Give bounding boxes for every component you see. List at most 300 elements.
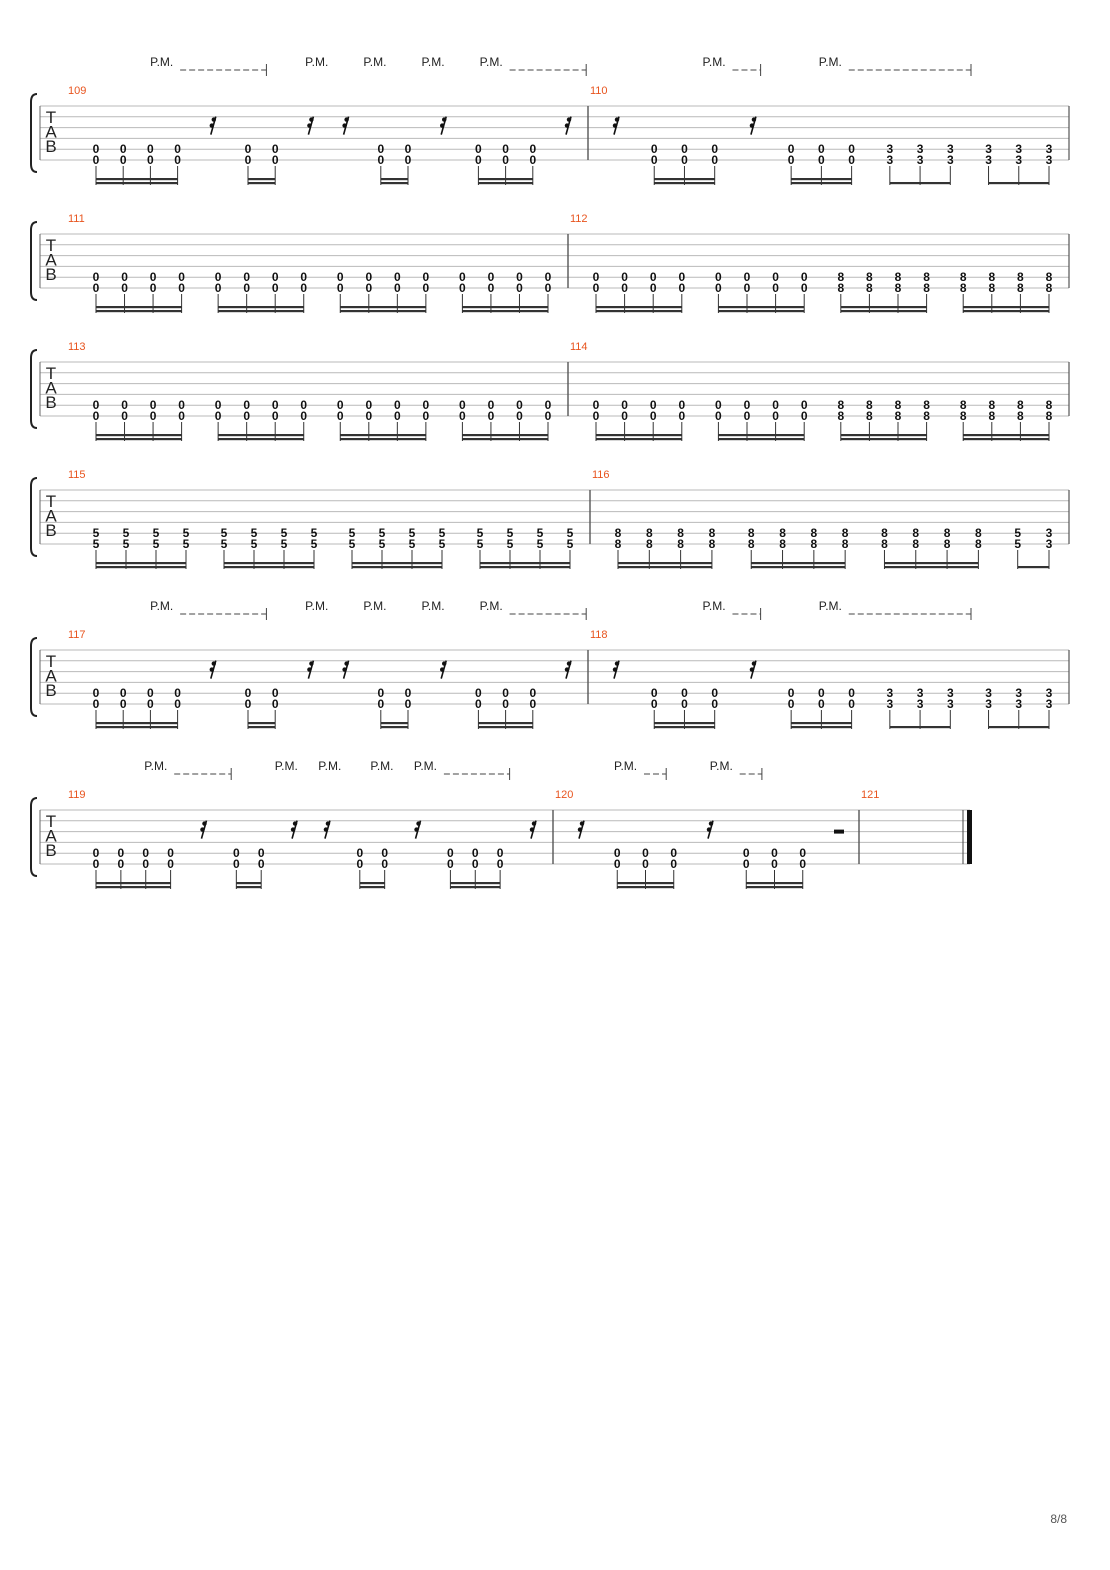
note-beam: [96, 726, 178, 728]
fret-number: 0: [422, 409, 430, 423]
rest-flag-dot: [442, 661, 446, 665]
rest-flag-dot: [293, 821, 297, 825]
palm-mute-label: P.M.: [150, 55, 174, 69]
tab-clef-letter: B: [45, 841, 57, 860]
system-brace: [31, 798, 37, 876]
note-beam: [654, 178, 714, 180]
fret-number: 0: [621, 270, 628, 285]
palm-mute-mark: [370, 759, 393, 773]
fret-number: 0: [800, 398, 808, 413]
fret-number: 0: [742, 857, 750, 871]
fret-number: 0: [178, 281, 185, 295]
fret-number: 8: [988, 281, 996, 295]
fret-number: 3: [985, 697, 992, 711]
tab-clef-letter: B: [45, 521, 57, 540]
note-beam: [96, 182, 178, 184]
fret-number: 3: [1045, 142, 1053, 157]
tab-clef-letter: T: [45, 236, 57, 255]
fret-number: 0: [243, 270, 251, 285]
fret-number: 8: [943, 526, 951, 541]
fret-number: 0: [119, 153, 127, 167]
rest-flag-dot: [344, 117, 348, 121]
note-beam: [462, 434, 548, 436]
note-beam: [480, 562, 570, 564]
fret-number: 0: [92, 270, 100, 285]
fret-number: 0: [92, 697, 100, 711]
note-beam: [963, 310, 1049, 312]
rest-flag-dot: [307, 123, 311, 127]
measure-number: 110: [590, 85, 608, 97]
fret-number: 8: [1045, 270, 1053, 285]
fret-number: 8: [841, 537, 849, 551]
fret-number: 0: [243, 281, 251, 295]
fret-number: 0: [356, 846, 364, 861]
fret-number: 0: [147, 686, 154, 701]
tab-clef-letter: B: [45, 393, 57, 412]
note-beam: [218, 306, 304, 308]
fret-number: 0: [244, 697, 252, 711]
fret-number: 3: [886, 697, 894, 711]
fret-number: 0: [92, 686, 100, 701]
fret-number: 8: [912, 526, 920, 541]
note-beam: [340, 434, 426, 436]
fret-number: 8: [747, 537, 755, 551]
fret-number: 0: [377, 686, 385, 701]
fret-number: 0: [119, 686, 127, 701]
fret-number: 0: [365, 409, 373, 423]
note-beam: [218, 434, 304, 436]
rest-flag-dot: [567, 661, 571, 665]
palm-mute-label: P.M.: [479, 55, 503, 69]
fret-number: 0: [742, 846, 750, 861]
palm-mute-label: P.M.: [144, 759, 168, 773]
measure-number: 113: [68, 341, 86, 353]
palm-mute-label: P.M.: [421, 55, 445, 69]
measure-number: 121: [861, 789, 880, 801]
fret-number: 0: [678, 281, 686, 295]
measure-number: 115: [68, 469, 86, 481]
fret-number: 5: [310, 526, 318, 541]
fret-number: 0: [422, 398, 430, 413]
tab-system: [31, 599, 1069, 729]
note-beam: [596, 438, 682, 440]
fret-number: 0: [800, 281, 808, 295]
fret-number: 0: [487, 398, 495, 413]
fret-number: 5: [348, 526, 356, 541]
note-beam: [352, 566, 442, 568]
note-beam: [224, 566, 314, 568]
fret-number: 0: [121, 281, 128, 295]
fret-number: 0: [178, 270, 185, 285]
fret-number: 8: [708, 526, 716, 541]
sixteenth-rest: [750, 661, 756, 679]
rest-flag-dot: [414, 827, 418, 831]
fret-number: 5: [438, 537, 446, 551]
note-beam: [340, 438, 426, 440]
fret-number: 0: [848, 697, 855, 711]
note-beam: [96, 178, 178, 180]
fret-number: 0: [529, 697, 537, 711]
fret-number: 0: [243, 398, 251, 413]
fret-number: 0: [336, 281, 344, 295]
fret-number: 0: [715, 398, 722, 413]
fret-number: 3: [985, 142, 992, 157]
fret-number: 8: [881, 526, 888, 541]
measure-number: 118: [590, 629, 608, 641]
fret-number: 0: [818, 697, 825, 711]
fret-number: 3: [1045, 537, 1053, 551]
note-beam: [890, 726, 950, 728]
palm-mute-mark: [363, 599, 386, 613]
fret-number: 5: [408, 537, 416, 551]
tab-clef-letter: T: [45, 108, 57, 127]
fret-number: 8: [614, 537, 622, 551]
fret-number: 0: [232, 857, 240, 871]
fret-number: 8: [988, 409, 996, 423]
note-beam: [462, 438, 548, 440]
fret-number: 0: [670, 846, 678, 861]
fret-number: 0: [772, 270, 779, 285]
fret-number: 0: [149, 281, 157, 295]
rest-flag-dot: [342, 667, 346, 671]
fret-number: 5: [250, 537, 258, 551]
fret-number: 8: [837, 270, 845, 285]
note-beam: [340, 310, 426, 312]
fret-number: 0: [377, 153, 385, 167]
fret-number: 5: [476, 537, 484, 551]
rest-flag-dot: [440, 667, 444, 671]
palm-mute-mark: [480, 55, 587, 76]
fret-number: 0: [670, 857, 678, 871]
fret-number: 0: [516, 270, 523, 285]
fret-number: 0: [174, 686, 181, 701]
tab-clef-letter: A: [45, 826, 57, 846]
palm-mute-mark: [819, 55, 971, 76]
sixteenth-rest: [291, 821, 297, 839]
fret-number: 8: [866, 281, 873, 295]
fret-number: 8: [988, 270, 996, 285]
tab-clef-letter: B: [45, 265, 57, 284]
tab-clef-letter: A: [45, 250, 57, 270]
fret-number: 8: [975, 526, 982, 541]
fret-number: 0: [300, 409, 308, 423]
fret-number: 8: [959, 270, 967, 285]
note-beam: [963, 306, 1049, 308]
palm-mute-label: P.M.: [318, 759, 342, 773]
fret-number: 0: [121, 398, 128, 413]
fret-number: 0: [422, 270, 430, 285]
fret-number: 0: [487, 281, 495, 295]
fret-number: 8: [837, 409, 845, 423]
fret-number: 8: [866, 398, 873, 413]
palm-mute-label: P.M.: [818, 55, 842, 69]
tab-clef-letter: A: [45, 666, 57, 686]
fret-number: 0: [649, 281, 657, 295]
rest-flag-dot: [613, 667, 617, 671]
note-beam: [96, 310, 182, 312]
fret-number: 0: [336, 409, 344, 423]
rest-flag-dot: [578, 827, 582, 831]
note-beam: [248, 726, 275, 728]
fret-number: 3: [1015, 153, 1023, 167]
fret-number: 0: [117, 857, 125, 871]
fret-number: 3: [946, 142, 954, 157]
fret-number: 0: [271, 686, 279, 701]
sixteenth-rest: [613, 661, 619, 679]
fret-number: 0: [650, 697, 658, 711]
fret-number: 0: [365, 281, 373, 295]
sixteenth-rest: [565, 117, 571, 135]
fret-number: 0: [772, 409, 779, 423]
rest-flag-dot: [326, 821, 330, 825]
fret-number: 0: [147, 142, 154, 157]
fret-number: 8: [975, 537, 982, 551]
fret-number: 0: [818, 153, 825, 167]
fret-number: 0: [848, 153, 855, 167]
fret-number: 8: [645, 537, 653, 551]
rest-flag-dot: [565, 667, 569, 671]
fret-number: 0: [818, 686, 825, 701]
fret-number: 0: [529, 686, 537, 701]
note-beam: [248, 182, 275, 184]
fret-number: 8: [923, 409, 930, 423]
fret-number: 0: [178, 409, 185, 423]
palm-mute-label: P.M.: [702, 55, 726, 69]
fret-number: 3: [886, 686, 894, 701]
fret-number: 0: [681, 686, 688, 701]
sixteenth-rest: [414, 821, 420, 839]
fret-number: 0: [743, 398, 751, 413]
fret-number: 8: [1017, 409, 1024, 423]
rest-flag-dot: [291, 827, 295, 831]
tab-clef-letter: B: [45, 681, 57, 700]
rest-flag-dot: [309, 117, 313, 121]
rest-flag-dot: [309, 661, 313, 665]
fret-number: 0: [772, 281, 779, 295]
measure-number: 119: [68, 789, 86, 801]
note-beam: [96, 306, 182, 308]
measure-number: 109: [68, 85, 87, 97]
fret-number: 5: [536, 526, 544, 541]
fret-number: 0: [447, 857, 454, 871]
fret-number: 0: [715, 409, 722, 423]
fret-number: 5: [536, 537, 544, 551]
fret-number: 0: [475, 142, 482, 157]
tab-clef-letter: T: [45, 364, 57, 383]
fret-number: 8: [1045, 409, 1053, 423]
fret-number: 0: [174, 153, 181, 167]
fret-number: 5: [152, 526, 160, 541]
fret-number: 0: [800, 409, 808, 423]
palm-mute-label: P.M.: [413, 759, 438, 773]
fret-number: 3: [886, 153, 894, 167]
fret-number: 0: [257, 846, 265, 861]
system-brace: [31, 222, 37, 300]
fret-number: 8: [959, 409, 967, 423]
fret-number: 8: [747, 526, 755, 541]
fret-number: 0: [393, 281, 401, 295]
fret-number: 5: [122, 526, 130, 541]
note-beam: [480, 566, 570, 568]
tab-system: [31, 759, 972, 889]
note-beam: [751, 566, 845, 568]
fret-number: 0: [174, 697, 181, 711]
fret-number: 0: [271, 142, 279, 157]
fret-number: 3: [916, 153, 924, 167]
fret-number: 0: [487, 409, 495, 423]
tab-system: [31, 213, 1069, 313]
fret-number: 5: [378, 526, 386, 541]
fret-number: 0: [592, 409, 600, 423]
sixteenth-rest: [613, 117, 619, 135]
note-beam: [596, 434, 682, 436]
fret-number: 0: [649, 398, 657, 413]
note-beam: [381, 726, 408, 728]
fret-number: 0: [848, 686, 855, 701]
note-beam: [718, 310, 804, 312]
note-beam: [478, 182, 532, 184]
fret-number: 8: [1017, 281, 1024, 295]
note-beam: [462, 310, 548, 312]
rest-flag-dot: [752, 117, 756, 121]
note-beam: [618, 566, 712, 568]
note-beam: [218, 310, 304, 312]
sixteenth-rest: [440, 661, 446, 679]
sixteenth-rest: [342, 117, 348, 135]
note-beam: [989, 726, 1049, 728]
fret-number: 0: [393, 398, 401, 413]
note-beam: [218, 438, 304, 440]
sixteenth-rest: [324, 821, 330, 839]
palm-mute-mark: [318, 759, 341, 773]
note-beam: [841, 310, 927, 312]
rest-flag-dot: [440, 123, 444, 127]
sixteenth-rest: [342, 661, 348, 679]
palm-mute-mark: [305, 55, 328, 69]
fret-number: 0: [544, 409, 552, 423]
note-beam: [654, 726, 714, 728]
fret-number: 5: [280, 537, 288, 551]
fret-number: 0: [365, 398, 373, 413]
fret-number: 8: [708, 537, 716, 551]
sixteenth-rest: [530, 821, 536, 839]
fret-number: 0: [178, 398, 185, 413]
fret-number: 8: [779, 526, 786, 541]
rest-flag-dot: [212, 661, 216, 665]
fret-number: 0: [711, 142, 719, 157]
note-beam: [1018, 566, 1049, 568]
rest-flag-dot: [750, 667, 754, 671]
fret-number: 0: [232, 846, 240, 861]
measure-number: 114: [570, 341, 588, 353]
fret-number: 0: [92, 846, 100, 861]
note-beam: [248, 178, 275, 180]
tab-clef-letter: T: [45, 652, 57, 671]
palm-mute-label: P.M.: [305, 599, 329, 613]
fret-number: 5: [220, 537, 228, 551]
fret-number: 8: [677, 537, 684, 551]
palm-mute-mark: [421, 599, 444, 613]
note-beam: [654, 722, 714, 724]
palm-mute-mark: [819, 599, 971, 620]
fret-number: 5: [566, 526, 574, 541]
rest-flag-dot: [532, 821, 536, 825]
palm-mute-label: P.M.: [818, 599, 842, 613]
sixteenth-rest: [210, 117, 216, 135]
fret-number: 8: [810, 526, 818, 541]
note-beam: [478, 178, 532, 180]
fret-number: 0: [119, 697, 127, 711]
fret-number: 0: [300, 398, 308, 413]
note-beam: [841, 438, 927, 440]
fret-number: 0: [92, 409, 100, 423]
fret-number: 0: [147, 153, 154, 167]
palm-mute-mark: [480, 599, 587, 620]
fret-number: 5: [182, 526, 190, 541]
fret-number: 8: [677, 526, 684, 541]
note-beam: [96, 566, 186, 568]
note-beam: [462, 306, 548, 308]
fret-number: 5: [1014, 526, 1022, 541]
note-beam: [791, 722, 851, 724]
rest-flag-dot: [210, 123, 214, 127]
fret-number: 0: [650, 153, 658, 167]
rest-flag-dot: [615, 661, 619, 665]
fret-number: 0: [743, 270, 751, 285]
fret-number: 0: [271, 398, 279, 413]
fret-number: 0: [800, 270, 808, 285]
fret-number: 0: [818, 142, 825, 157]
fret-number: 0: [711, 153, 719, 167]
fret-number: 0: [271, 281, 279, 295]
fret-number: 5: [92, 526, 100, 541]
fret-number: 0: [271, 270, 279, 285]
fret-number: 0: [715, 270, 722, 285]
fret-number: 0: [336, 398, 344, 413]
fret-number: 0: [613, 846, 621, 861]
fret-number: 0: [92, 281, 100, 295]
note-beam: [718, 306, 804, 308]
page-number: 8/8: [1050, 1512, 1067, 1526]
fret-number: 5: [378, 537, 386, 551]
fret-number: 5: [476, 526, 484, 541]
fret-number: 0: [678, 270, 686, 285]
fret-number: 0: [142, 846, 150, 861]
system-brace: [31, 478, 37, 556]
fret-number: 0: [121, 270, 128, 285]
rest-flag-dot: [342, 123, 346, 127]
sixteenth-rest: [307, 117, 313, 135]
fret-number: 0: [799, 846, 807, 861]
rest-flag-dot: [750, 123, 754, 127]
fret-number: 0: [271, 409, 279, 423]
tab-clef-letter: B: [45, 137, 57, 156]
note-beam: [478, 726, 532, 728]
measure-number: 117: [68, 629, 86, 641]
fret-number: 0: [167, 857, 174, 871]
palm-mute-mark: [150, 55, 266, 76]
rest-flag-dot: [530, 827, 534, 831]
note-beam: [360, 882, 385, 884]
fret-number: 0: [459, 270, 466, 285]
fret-number: 0: [649, 409, 657, 423]
fret-number: 3: [916, 142, 924, 157]
fret-number: 8: [1017, 398, 1024, 413]
fret-number: 3: [1015, 686, 1023, 701]
palm-mute-mark: [144, 759, 231, 780]
fret-number: 3: [946, 697, 954, 711]
note-beam: [718, 438, 804, 440]
